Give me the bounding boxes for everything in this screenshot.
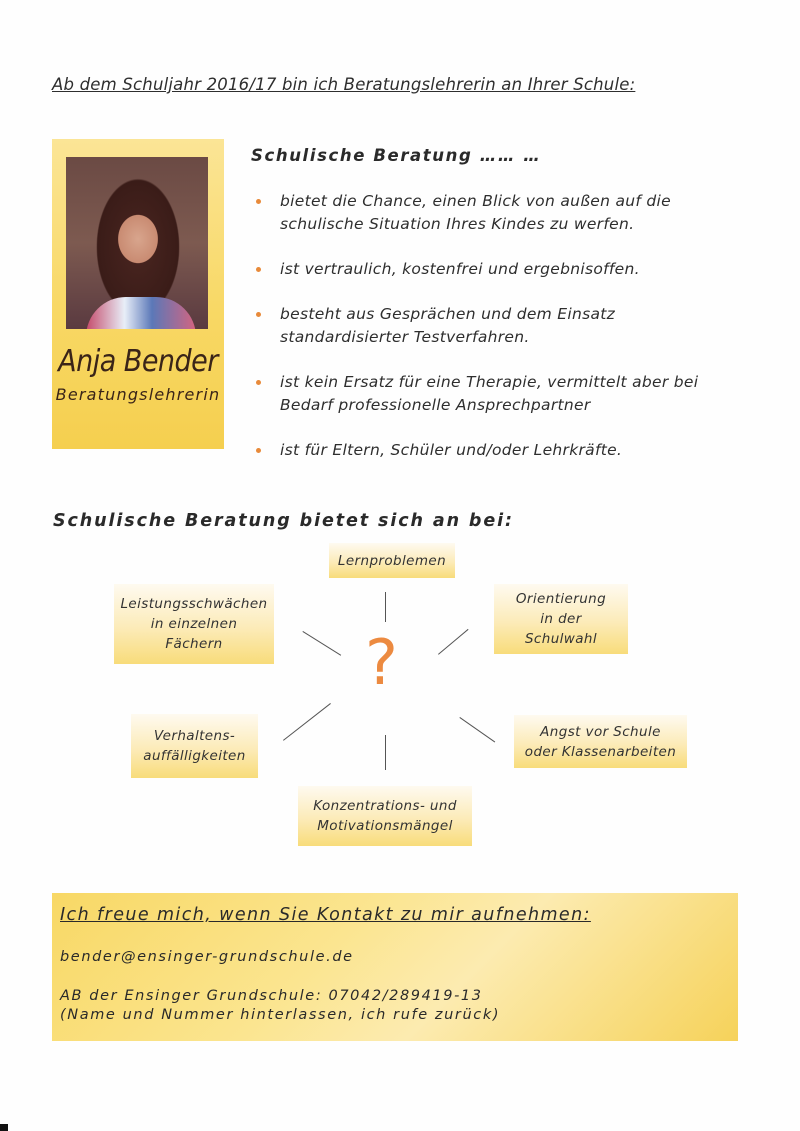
- topic-orientierung: [494, 584, 628, 654]
- beratung-title: Schulische Beratung …… …: [251, 146, 542, 165]
- topic-konzentration: [298, 786, 472, 846]
- list-item: [256, 258, 726, 281]
- profile-photo: [66, 157, 208, 329]
- list-item-text: bietet die Chance, einen Blick von außen auf die schulische Situation Ihres Kindes zu werfen.: [280, 192, 671, 233]
- topic-label: Angst vor Schule oder Klassenarbeiten: [524, 723, 677, 760]
- bullet-icon: [256, 380, 261, 385]
- contact-heading: Ich freue mich, wenn Sie Kontakt zu mir aufnehmen:: [60, 905, 591, 925]
- topic-label: Orientierung in der Schulwahl: [515, 591, 607, 647]
- profile-card: [52, 139, 224, 449]
- contact-email[interactable]: bender@ensinger-grundschule.de: [60, 949, 354, 965]
- question-mark-icon: ?: [365, 626, 398, 699]
- list-item-text: ist für Eltern, Schüler und/oder Lehrkräfte.: [280, 441, 623, 459]
- bullet-icon: [256, 448, 261, 453]
- section-heading: Schulische Beratung bietet sich an bei:: [53, 511, 514, 531]
- list-item: [256, 371, 726, 417]
- profile-name: Anja Bender: [58, 344, 218, 379]
- connector-line: [302, 631, 341, 656]
- list-item: [256, 190, 726, 236]
- bullet-icon: [256, 199, 261, 204]
- profile-role: Beratungslehrerin: [55, 385, 221, 404]
- topic-label: Lernproblemen: [337, 552, 447, 569]
- list-item-text: besteht aus Gesprächen und dem Einsatz standardisierter Testverfahren.: [280, 305, 616, 346]
- connector-line: [438, 629, 469, 655]
- topic-lernproblemen: [329, 543, 455, 578]
- connector-line: [283, 703, 331, 741]
- bullet-list: [256, 190, 726, 462]
- bullet-icon: [256, 312, 261, 317]
- topic-angst: [514, 715, 687, 768]
- scan-artifact: [0, 1124, 8, 1131]
- list-item: [256, 439, 726, 462]
- topic-leistung: [114, 584, 274, 664]
- topic-label: Konzentrations- und Motivationsmängel: [313, 798, 457, 834]
- bullet-icon: [256, 267, 261, 272]
- connector-line: [385, 735, 386, 770]
- contact-note: (Name und Nummer hinterlassen, ich rufe zurück): [60, 1007, 501, 1023]
- topic-verhalten: [131, 714, 258, 778]
- photo-clothing: [86, 297, 196, 329]
- list-item-text: ist vertraulich, kostenfrei und ergebnisoffen.: [280, 260, 640, 278]
- list-item-text: ist kein Ersatz für eine Therapie, vermittelt aber bei Bedarf professionelle Ansprechpartner: [280, 373, 699, 414]
- contact-panel: [52, 893, 738, 1041]
- connector-line: [385, 592, 386, 622]
- topic-label: Leistungsschwächen in einzelnen Fächern: [120, 596, 268, 652]
- contact-phone: AB der Ensinger Grundschule: 07042/289419-13: [60, 988, 483, 1004]
- list-item: [256, 303, 726, 349]
- connector-line: [459, 717, 495, 742]
- page-title: Ab dem Schuljahr 2016/17 bin ich Beratungslehrerin an Ihrer Schule:: [52, 75, 636, 94]
- topic-label: Verhaltens-auffälligkeiten: [143, 728, 246, 764]
